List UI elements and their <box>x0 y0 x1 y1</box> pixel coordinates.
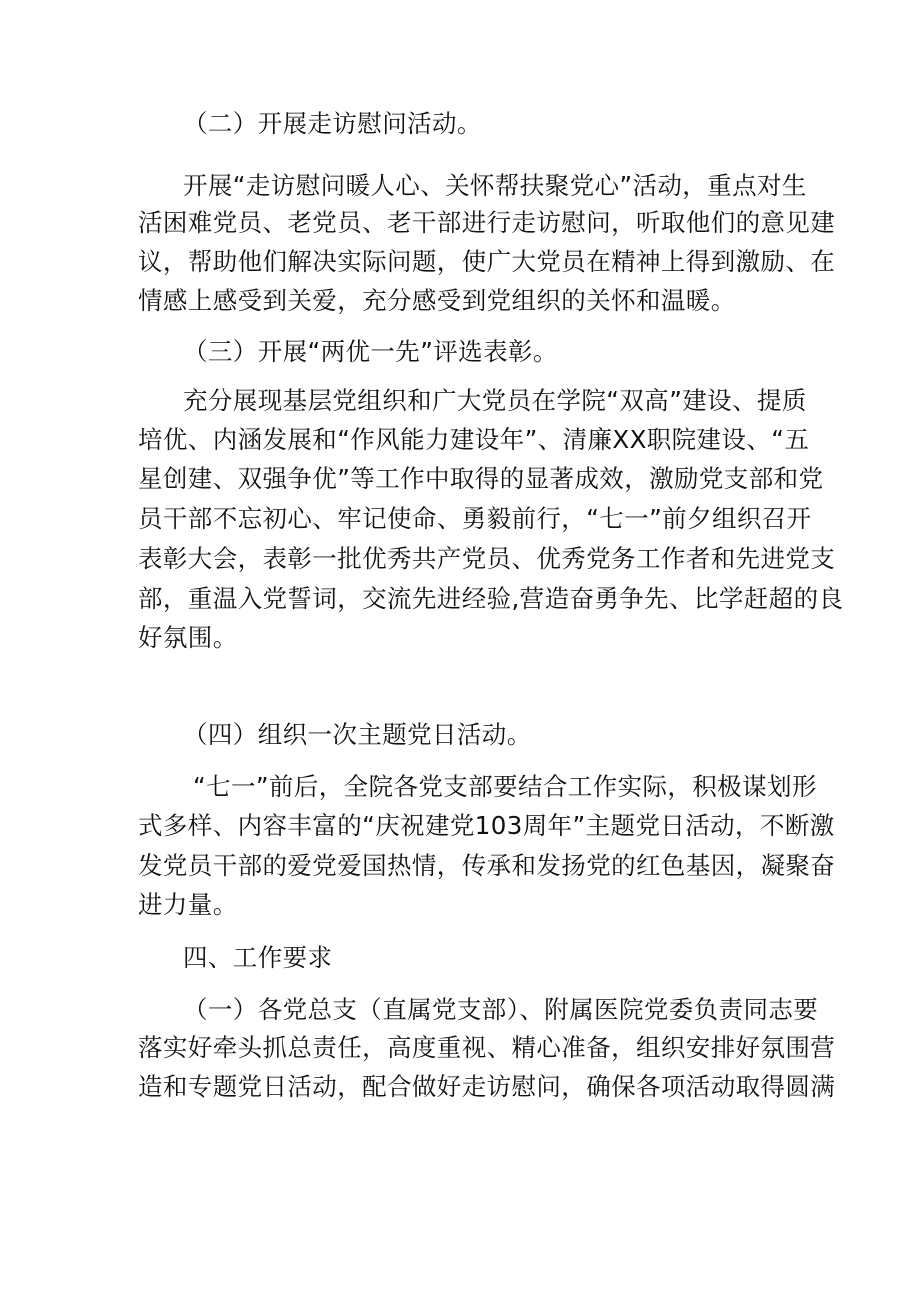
paragraph-line: 落实好牵头抓总责任，高度重视、精心准备，组织安排好氛围营 <box>138 1033 836 1062</box>
paragraph-line: 充分展现基层党组织和广大党员在学院“双高”建设、提质 <box>183 386 807 415</box>
heading-theme-day: （四）组织一次主题党日活动。 <box>183 720 532 749</box>
paragraph-line: 星创建、双强争优”等工作中取得的显著成效，激励党支部和党 <box>138 464 824 493</box>
paragraph-line: 部，重温入党誓词，交流先进经验,营造奋勇争先、比学赶超的良 <box>138 584 844 613</box>
paragraph-line: 进力量。 <box>138 890 238 919</box>
paragraph-line: 好氛围。 <box>138 623 238 652</box>
heading-commendation: （三）开展“两优一先”评选表彰。 <box>183 337 558 366</box>
paragraph-line: 表彰大会，表彰一批优秀共产党员、优秀党务工作者和先进党支 <box>138 544 836 573</box>
paragraph-line: 开展“走访慰问暖人心、关怀帮扶聚党心”活动，重点对生 <box>183 171 807 200</box>
paragraph-line: 员干部不忘初心、牢记使命、勇毅前行，“七一”前夕组织召开 <box>138 504 812 533</box>
paragraph-line: （一）各党总支（直属党支部）、附属医院党委负责同志要 <box>183 995 819 1024</box>
paragraph-line: 情感上感受到关爱，充分感受到党组织的关怀和温暖。 <box>138 286 736 315</box>
paragraph-line: 发党员干部的爱党爱国热情，传承和发扬党的红色基因，凝聚奋 <box>138 851 836 880</box>
paragraph-line: “七一”前后，全院各党支部要结合工作实际，积极谋划形 <box>193 772 817 801</box>
paragraph-line: 议，帮助他们解决实际问题，使广大党员在精神上得到激励、在 <box>138 247 836 276</box>
paragraph-line: 活困难党员、老党员、老干部进行走访慰问，听取他们的意见建 <box>138 208 836 237</box>
heading-visit-activity: （二）开展走访慰问活动。 <box>183 109 482 138</box>
paragraph-line: 培优、内涵发展和“作风能力建设年”、清廉XX职院建设、“五 <box>138 425 810 454</box>
heading-work-requirements: 四、工作要求 <box>183 943 333 972</box>
paragraph-line: 造和专题党日活动，配合做好走访慰问，确保各项活动取得圆满 <box>138 1072 836 1101</box>
paragraph-line: 式多样、内容丰富的“庆祝建党103周年”主题党日活动，不断激 <box>138 811 835 840</box>
